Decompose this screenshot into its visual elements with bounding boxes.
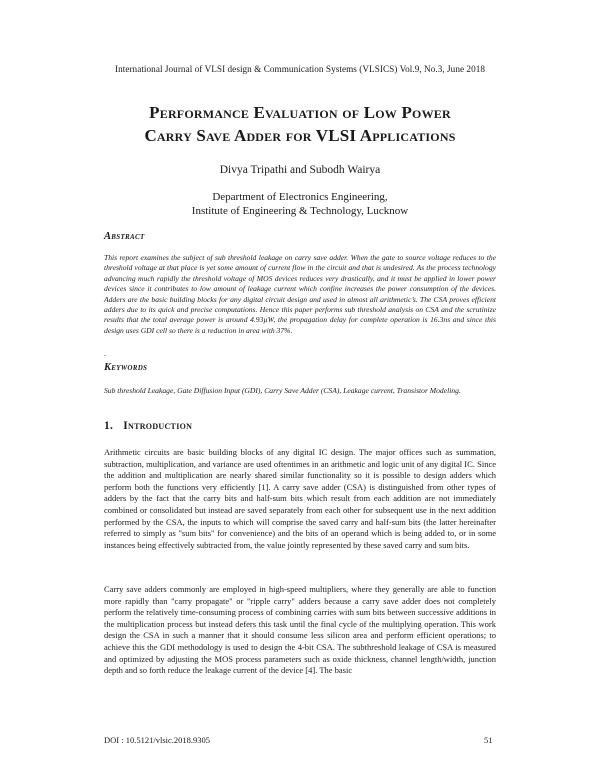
- journal-header: International Journal of VLSI design & Communication Systems (VLSICS) Vol.9, No.3, June 2018: [114, 64, 486, 74]
- paper-title: [40, 101, 560, 147]
- abstract-text: This report examines the subject of sub threshold leakage on carry save adder. When the gate to source voltage reduces to the threshold voltage at that place is yet some amount of current flow in the circuit and that is undesired. As the process technology advancing much rapidly the threshold voltage of MOS devices reduces very drastically, and it must be applied in lower power devices since it contributes to low amount of leakage current which confine increases the power consumption of the devices. Adders are the basic building blocks for any digital circuit design and used in almost all arithmetic’s. The CSA proves efficient adders due to its quick and precise computations. Hence this paper performs sub threshold analysis on CSA and the scrutinize results that the total average power is around 4.93µW, the propagation delay for complete operation is 16.3ns and since this design uses GDI cell so there is a reduction in area with 37%.: [104, 253, 496, 335]
- section-heading-introduction: [104, 420, 192, 432]
- affiliation-line-2: Institute of Engineering & Technology, Lucknow: [191, 205, 409, 217]
- affiliation-line-1: Department of Electronics Engineering,: [212, 191, 388, 203]
- intro-paragraph-2: Carry save adders commonly are employed in high-speed multipliers, where they generally are able to function more rapidly than "carry propagate" or "ripple carry" adders because a carry save adder does not completely perform the relatively time-consuming process of combining carries with sum bits between successive additions in the multiplication process but instead defers this task until the final cycle of the multiplying operation. This work design the CSA in such a manner that it should consume less silicon area and perform efficient operations; to achieve this the GDI methodology is used to design the 4-bit CSA. The subthreshold leakage of CSA is measured and optimized by adjusting the MOS process parameters such as oxide thickness, channel length/width, junction depth and so forth reduce the leakage current of the device [4]. The basic: [104, 584, 496, 676]
- keywords-heading: Keywords: [104, 362, 148, 373]
- section-title: Introduction: [123, 420, 193, 432]
- abstract-heading: Abstract: [104, 231, 145, 242]
- title-line-2: Carry Save Adder for VLSI Applications: [144, 126, 456, 145]
- title-line-1: Performance Evaluation of Low Power: [149, 103, 451, 122]
- section-number: 1.: [104, 420, 114, 432]
- footer-page-number: 51: [484, 735, 493, 745]
- keywords-text: Sub threshold Leakage, Gate Diffusion Input (GDI), Carry Save Adder (CSA), Leakage current, Transistor Modeling.: [104, 386, 461, 395]
- abstract-trailing-mark: .: [104, 349, 106, 358]
- footer-doi: DOI : 10.5121/vlsic.2018.9305: [104, 735, 211, 745]
- author-list: Divya Tripathi and Subodh Wairya: [219, 164, 381, 176]
- intro-paragraph-1: Arithmetic circuits are basic building blocks of any digital IC design. The major offices such as summation, subtraction, multiplication, and variance are used oftentimes in an arithmetic and logic unit of any digital IC. Since the addition and multiplication are nearly shared similar functionality so it is possible to design adders which perform both the functions very efficiently [1]. A carry save adder (CSA) is distinguished from other types of adders by the fact that the carry bits and half-sum bits which result from each addition are not immediately combined or consolidated but instead are saved separately from each other for subsequent use in the next addition performed by the CSA, the inputs to which will comprise the saved carry and half-sum bits (the latter hereinafter referred to simply as "sum bits" for convenience) and the bits of an operand which is being added to, or in some instances being effectively subtracted from, the value jointly represented by these saved carry and sum bits.: [104, 447, 496, 550]
- affiliation: [0, 190, 600, 218]
